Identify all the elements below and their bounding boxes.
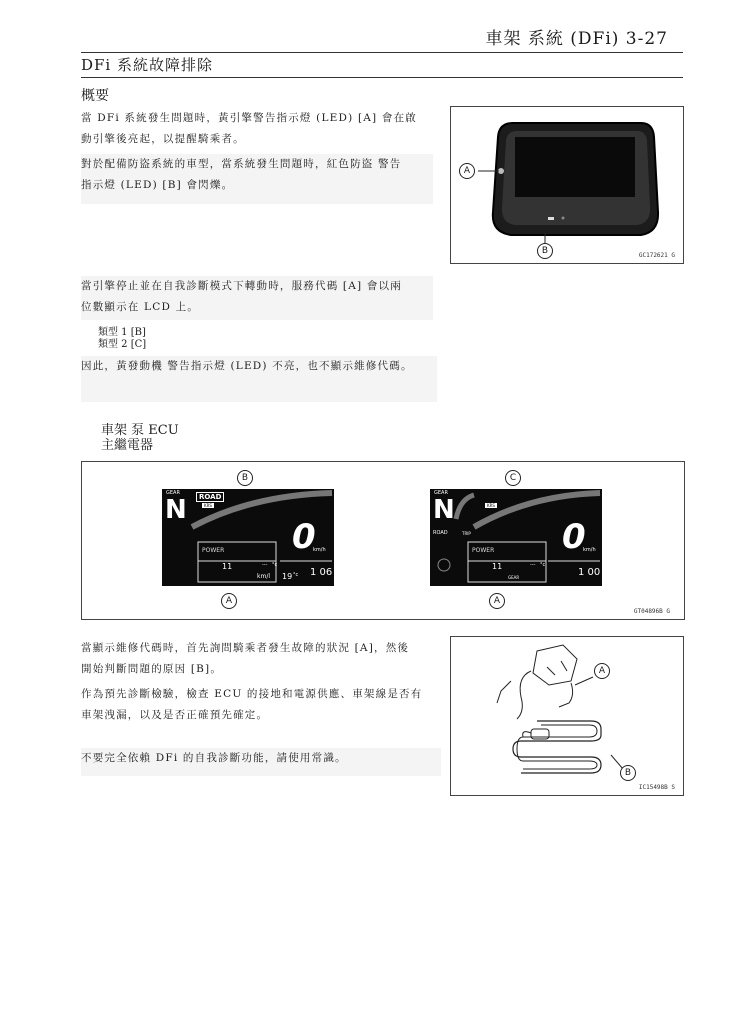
sub-mode: KRS xyxy=(487,503,495,508)
callout-c: C xyxy=(505,470,521,486)
paragraph-7-line: 不要完全依賴 DFi 的自我診斷功能，請使用常識。 xyxy=(81,752,347,764)
callout-a: A xyxy=(459,163,475,179)
figure-code: GC172621 G xyxy=(638,252,675,259)
paragraph-4 xyxy=(81,356,437,402)
figure-instrument-panel xyxy=(450,106,684,264)
callout-a-type-1: A xyxy=(221,593,237,609)
header-rule xyxy=(81,52,683,53)
gear-label: GEAR xyxy=(166,490,180,496)
note-block xyxy=(101,423,179,453)
coolant-dash: --- xyxy=(262,562,268,568)
coolant-unit: °c xyxy=(540,562,546,568)
callout-b: B xyxy=(537,243,553,259)
ambient-temp-unit: °c xyxy=(293,572,299,578)
speed-unit: km/h xyxy=(583,547,596,553)
paragraph-3-line-1: 當引擎停止並在自我診斷模式下轉動時，服務代碼 [A] 會以兩 xyxy=(81,280,402,292)
paragraph-2-line-2: 指示燈 (LED) [B] 會閃爍。 xyxy=(81,179,234,191)
callout-a-type-2: A xyxy=(489,593,505,609)
section-rule xyxy=(81,77,683,78)
gear-label: GEAR xyxy=(434,490,448,496)
paragraph-6 xyxy=(81,684,443,726)
chapter-header: 車架 系統 (DFi) 3-27 xyxy=(485,29,668,49)
power-mode: POWER xyxy=(202,547,225,554)
gear-word: GEAR xyxy=(508,575,520,580)
paragraph-1-line-1: 當 DFi 系統發生問題時，黃引擎警告指示燈 (LED) [A] 會在啟 xyxy=(81,112,417,124)
figure-lcd-displays xyxy=(81,461,685,620)
type-1: 類型 1 [B] xyxy=(98,327,146,338)
callout-b: B xyxy=(237,470,253,486)
sub-mode: KRS xyxy=(204,503,212,508)
instrument-panel-illustration xyxy=(451,107,683,263)
lcd-value: 11 xyxy=(222,562,233,571)
odometer: 1 00 xyxy=(578,567,601,578)
paragraph-4-line: 因此，黃發動機 警告指示燈 (LED) 不亮，也不顯示維修代碼。 xyxy=(81,360,413,372)
paragraph-1 xyxy=(81,108,441,150)
paragraph-1-line-2: 動引擎後亮起，以提醒騎乘者。 xyxy=(81,133,245,145)
callout-a: A xyxy=(594,663,610,679)
ride-mode: ROAD xyxy=(196,492,224,502)
coolant-unit: °c xyxy=(272,562,278,568)
section-title: DFi 系統故障排除 xyxy=(81,56,214,74)
lcd-display-type-2 xyxy=(430,489,602,586)
note-line-2: 主繼電器 xyxy=(101,438,154,453)
paragraph-2 xyxy=(81,154,433,204)
lcd-value: 11 xyxy=(492,562,503,571)
note-line-1: 車架 泵 ECU xyxy=(101,423,179,438)
paragraph-6-line-2: 車架洩漏，以及是否正確預先確定。 xyxy=(81,709,269,721)
type-2: 類型 2 [C] xyxy=(98,339,147,350)
figure-code: IC15498B S xyxy=(638,784,675,791)
ambient-temp: 19 xyxy=(282,572,293,581)
speed-readout: 0 xyxy=(292,517,316,557)
paragraph-3 xyxy=(81,276,433,320)
fuel-unit: km/l xyxy=(257,573,271,580)
type-list xyxy=(98,327,146,351)
odometer: 1 06 xyxy=(310,567,333,578)
gear-indicator: N xyxy=(165,495,187,525)
figure-diagnosis xyxy=(450,636,684,796)
paragraph-5-line-2: 開始判斷問題的原因 [B]。 xyxy=(81,663,223,675)
gear-indicator: N xyxy=(433,495,455,525)
trip-label: TRIP xyxy=(462,531,471,536)
overview-title: 概要 xyxy=(81,88,109,104)
paragraph-5 xyxy=(81,638,441,680)
paragraph-2-line-1: 對於配備防盜系統的車型，當系統發生問題時，紅色防盜 警告 xyxy=(81,158,402,170)
paragraph-7 xyxy=(81,748,441,776)
power-mode: POWER xyxy=(472,547,495,554)
mechanic-illustration xyxy=(451,637,683,795)
speed-unit: km/h xyxy=(313,547,326,553)
figure-code: GT04896B G xyxy=(633,608,670,615)
speed-readout: 0 xyxy=(562,517,586,557)
coolant-dash: --- xyxy=(530,562,536,568)
ride-mode: ROAD xyxy=(433,530,448,536)
callout-b: B xyxy=(620,765,636,781)
lcd-display-type-1 xyxy=(162,489,334,586)
paragraph-5-line-1: 當顯示維修代碼時，首先詢問騎乘者發生故障的狀況 [A]，然後 xyxy=(81,642,410,654)
paragraph-3-line-2: 位數顯示在 LCD 上。 xyxy=(81,301,199,313)
paragraph-6-line-1: 作為預先診斷檢驗，檢查 ECU 的接地和電源供應、車架線是否有 xyxy=(81,688,423,700)
